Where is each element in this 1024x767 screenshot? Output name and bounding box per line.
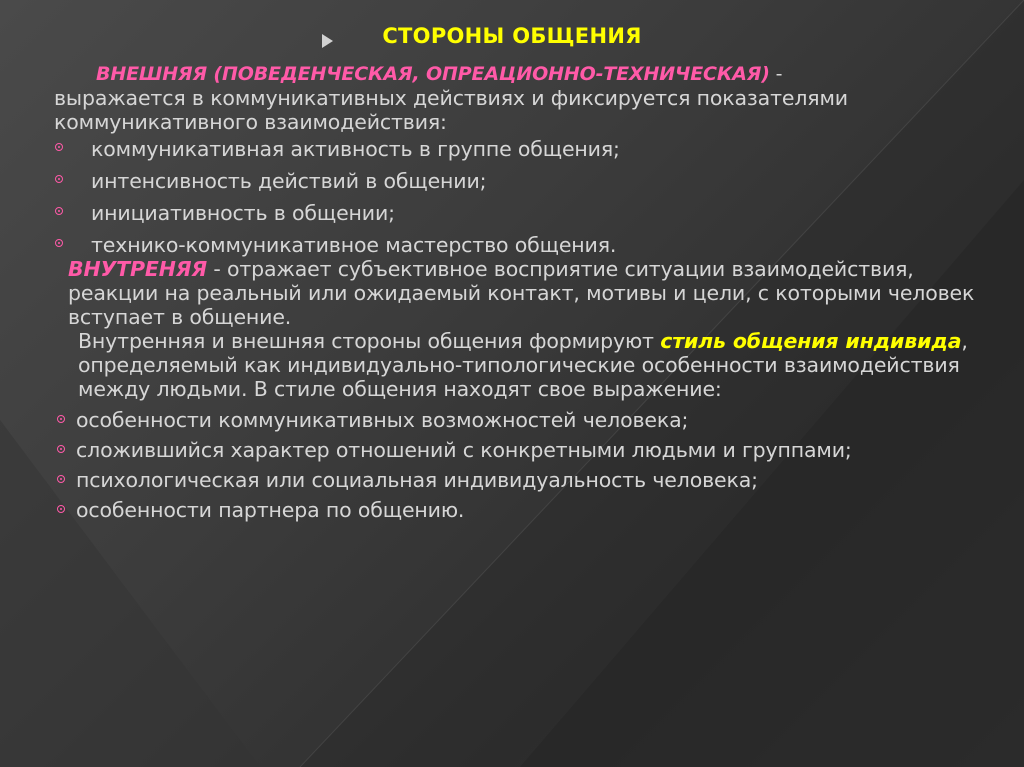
bullet-icon bbox=[55, 239, 63, 247]
external-list bbox=[54, 137, 989, 257]
style-text-after: , определяемый как индивидуально-типологические особенности взаимодействия между людьми. В стиле общения находят свое выражение: bbox=[78, 329, 968, 401]
list-item: особенности партнера по общению. bbox=[54, 498, 989, 522]
slide-content bbox=[54, 62, 989, 522]
bullet-icon bbox=[55, 143, 63, 151]
list-item: технико-коммуникативное мастерство общения. bbox=[54, 233, 989, 257]
style-list bbox=[54, 408, 989, 522]
bullet-icon bbox=[57, 415, 65, 423]
style-paragraph bbox=[54, 329, 989, 401]
slide-title: СТОРОНЫ ОБЩЕНИЯ bbox=[382, 24, 642, 48]
list-item: инициативность в общении; bbox=[54, 201, 989, 225]
external-heading: ВНЕШНЯЯ (ПОВЕДЕНЧЕСКАЯ, ОПРЕАЦИОННО-ТЕХНИЧЕСКАЯ) bbox=[96, 63, 770, 85]
list-item: сложившийся характер отношений с конкретными людьми и группами; bbox=[54, 438, 989, 462]
bullet-icon bbox=[57, 445, 65, 453]
internal-heading: ВНУТРЕНЯЯ bbox=[68, 257, 207, 281]
internal-paragraph bbox=[54, 257, 989, 329]
style-highlight: стиль общения индивида bbox=[660, 329, 962, 353]
bullet-icon bbox=[55, 175, 63, 183]
external-dash: - bbox=[769, 63, 783, 85]
bullet-icon bbox=[57, 505, 65, 513]
external-heading-line bbox=[54, 62, 989, 86]
list-item: особенности коммуникативных возможностей человека; bbox=[54, 408, 989, 432]
internal-description: - отражает субъективное восприятие ситуации взаимодействия, реакции на реальный или ожидаемый контакт, мотивы и цели, с которыми человек вступает в общение. bbox=[68, 257, 975, 329]
external-description: выражается в коммуникативных действиях и фиксируется показателями коммуникативного взаимодействия: bbox=[54, 86, 848, 134]
style-text-before: Внутренняя и внешняя стороны общения формируют bbox=[78, 329, 661, 353]
list-item: психологическая или социальная индивидуальность человека; bbox=[54, 468, 989, 492]
list-item: коммуникативная активность в группе общения; bbox=[54, 137, 989, 161]
bullet-icon bbox=[55, 207, 63, 215]
bullet-icon bbox=[57, 475, 65, 483]
list-item: интенсивность действий в общении; bbox=[54, 169, 989, 193]
